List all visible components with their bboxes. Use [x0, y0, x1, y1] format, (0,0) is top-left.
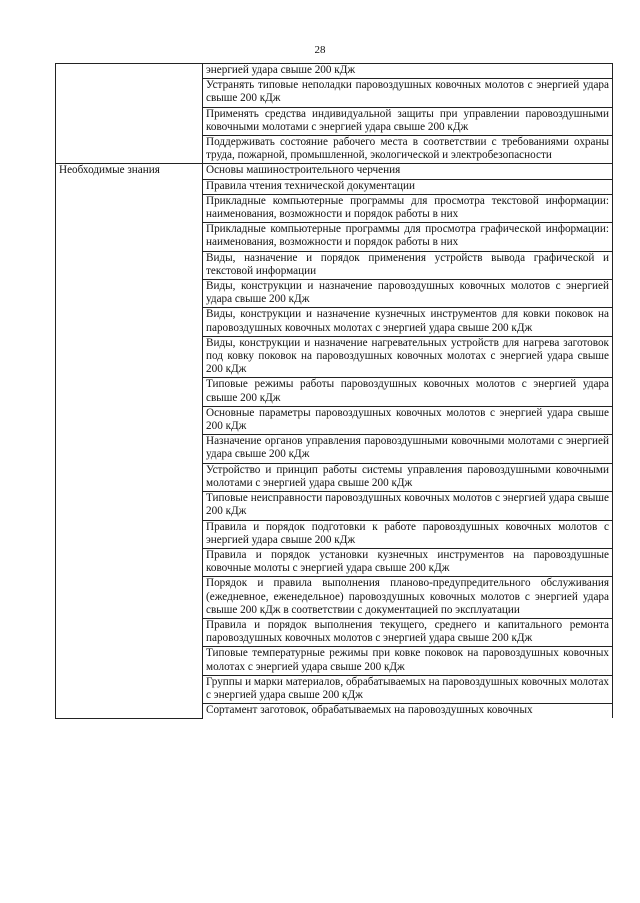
requirement-item [203, 79, 613, 107]
requirement-text: Типовые режимы работы паровоздушных ковочных молотов с энергией удара свыше 200 кДж [206, 378, 609, 404]
requirement-item [203, 406, 613, 434]
requirement-text: Правила и порядок подготовки к работе паровоздушных ковочных молотов с энергией удара свыше 200 кДж [206, 520, 609, 546]
requirement-text: Порядок и правила выполнения планово-предупредительного обслуживания (ежедневное, еженедельное) паровоздушных ковочных молотов с энергией удара свыше 200 кДж в соответствии с документацией по эксплуатации [206, 577, 609, 616]
requirement-text: Основные параметры паровоздушных ковочных молотов с энергией удара свыше 200 кДж [206, 406, 609, 433]
requirement-text: Правила и порядок установки кузнечных инструментов на паровоздушные ковочные молоты с энергией удара свыше 200 кДж [206, 548, 609, 575]
requirement-item [203, 548, 613, 576]
requirement-text: Группы и марки материалов, обрабатываемых на паровоздушных ковочных молотах с энергией удара свыше 200 кДж [206, 675, 609, 701]
requirement-item [203, 336, 613, 378]
requirement-text: Типовые неисправности паровоздушных ковочных молотов с энергией удара свыше 200 кДж [206, 492, 609, 518]
requirement-text: Устранять типовые неполадки паровоздушных ковочных молотов с энергией удара свыше 200 кДж [206, 79, 609, 105]
requirement-text: Поддерживать состояние рабочего места в соответствии с требованиями охраны труда, пожарной, промышленной, экологической и электробезопасности [206, 136, 609, 162]
requirement-item [203, 577, 613, 619]
requirement-item [203, 179, 613, 194]
requirement-item [203, 280, 613, 308]
requirement-item [203, 435, 613, 463]
table-row [56, 64, 613, 79]
requirement-item [203, 136, 613, 164]
section-label [56, 64, 203, 164]
requirement-text: Сортамент заготовок, обрабатываемых на паровоздушных ковочных [206, 704, 533, 717]
requirement-text: Виды, назначение и порядок применения устройств вывода графической и текстовой информации [206, 251, 609, 277]
requirement-item [203, 463, 613, 491]
requirements-table-body [56, 64, 613, 719]
requirement-item [203, 492, 613, 520]
requirement-text: энергией удара свыше 200 кДж [206, 64, 356, 76]
requirement-item [203, 647, 613, 675]
requirement-text: Правила чтения технической документации [206, 179, 416, 192]
requirement-text: Основы машиностроительного черчения [206, 164, 401, 177]
requirement-item [203, 618, 613, 646]
table-row [56, 164, 613, 179]
requirement-item [203, 675, 613, 703]
requirement-item [203, 164, 613, 179]
requirement-item [203, 308, 613, 336]
requirement-text: Применять средства индивидуальной защиты при управлении паровоздушными ковочными молотами с энергией удара свыше 200 кДж [206, 107, 609, 133]
requirement-text: Прикладные компьютерные программы для просмотра графической информации: наименования, возможности и порядок работы в них [206, 223, 609, 249]
requirement-text: Виды, конструкции и назначение кузнечных инструментов для ковки поковок на паровоздушных ковочных молотах с энергией удара свыше 200 кДж [206, 308, 609, 334]
requirement-item [203, 378, 613, 406]
requirement-text: Виды, конструкции и назначение паровоздушных ковочных молотов с энергией удара свыше 200 кДж [206, 280, 609, 306]
requirement-text: Назначение органов управления паровоздушными ковочными молотами с энергией удара свыше 200 кДж [206, 435, 609, 461]
requirement-item [203, 520, 613, 548]
requirement-item [203, 251, 613, 279]
requirement-item [203, 704, 613, 719]
page-number: 28 [314, 44, 326, 56]
requirement-item [203, 223, 613, 251]
requirements-table [55, 63, 613, 719]
requirement-text: Прикладные компьютерные программы для просмотра текстовой информации: наименования, возможности и порядок работы в них [206, 194, 609, 221]
requirement-item [203, 107, 613, 135]
requirement-text: Виды, конструкции и назначение нагревательных устройств для нагрева заготовок под ковку поковок на паровоздушных ковочных молотах с энергией удара свыше 200 кДж [206, 336, 609, 376]
requirement-text: Правила и порядок выполнения текущего, среднего и капитального ремонта паровоздушных ковочных молотов с энергией удара свыше 200 кДж [206, 618, 609, 645]
section-label: Необходимые знания [56, 164, 203, 718]
requirement-item [203, 194, 613, 222]
requirement-item [203, 64, 613, 79]
requirement-text: Устройство и принцип работы системы управления паровоздушными ковочными молотами с энергией удара свыше 200 кДж [206, 463, 609, 489]
requirement-text: Типовые температурные режимы при ковке поковок на паровоздушных ковочных молотах с энергией удара свыше 200 кДж [206, 647, 609, 673]
